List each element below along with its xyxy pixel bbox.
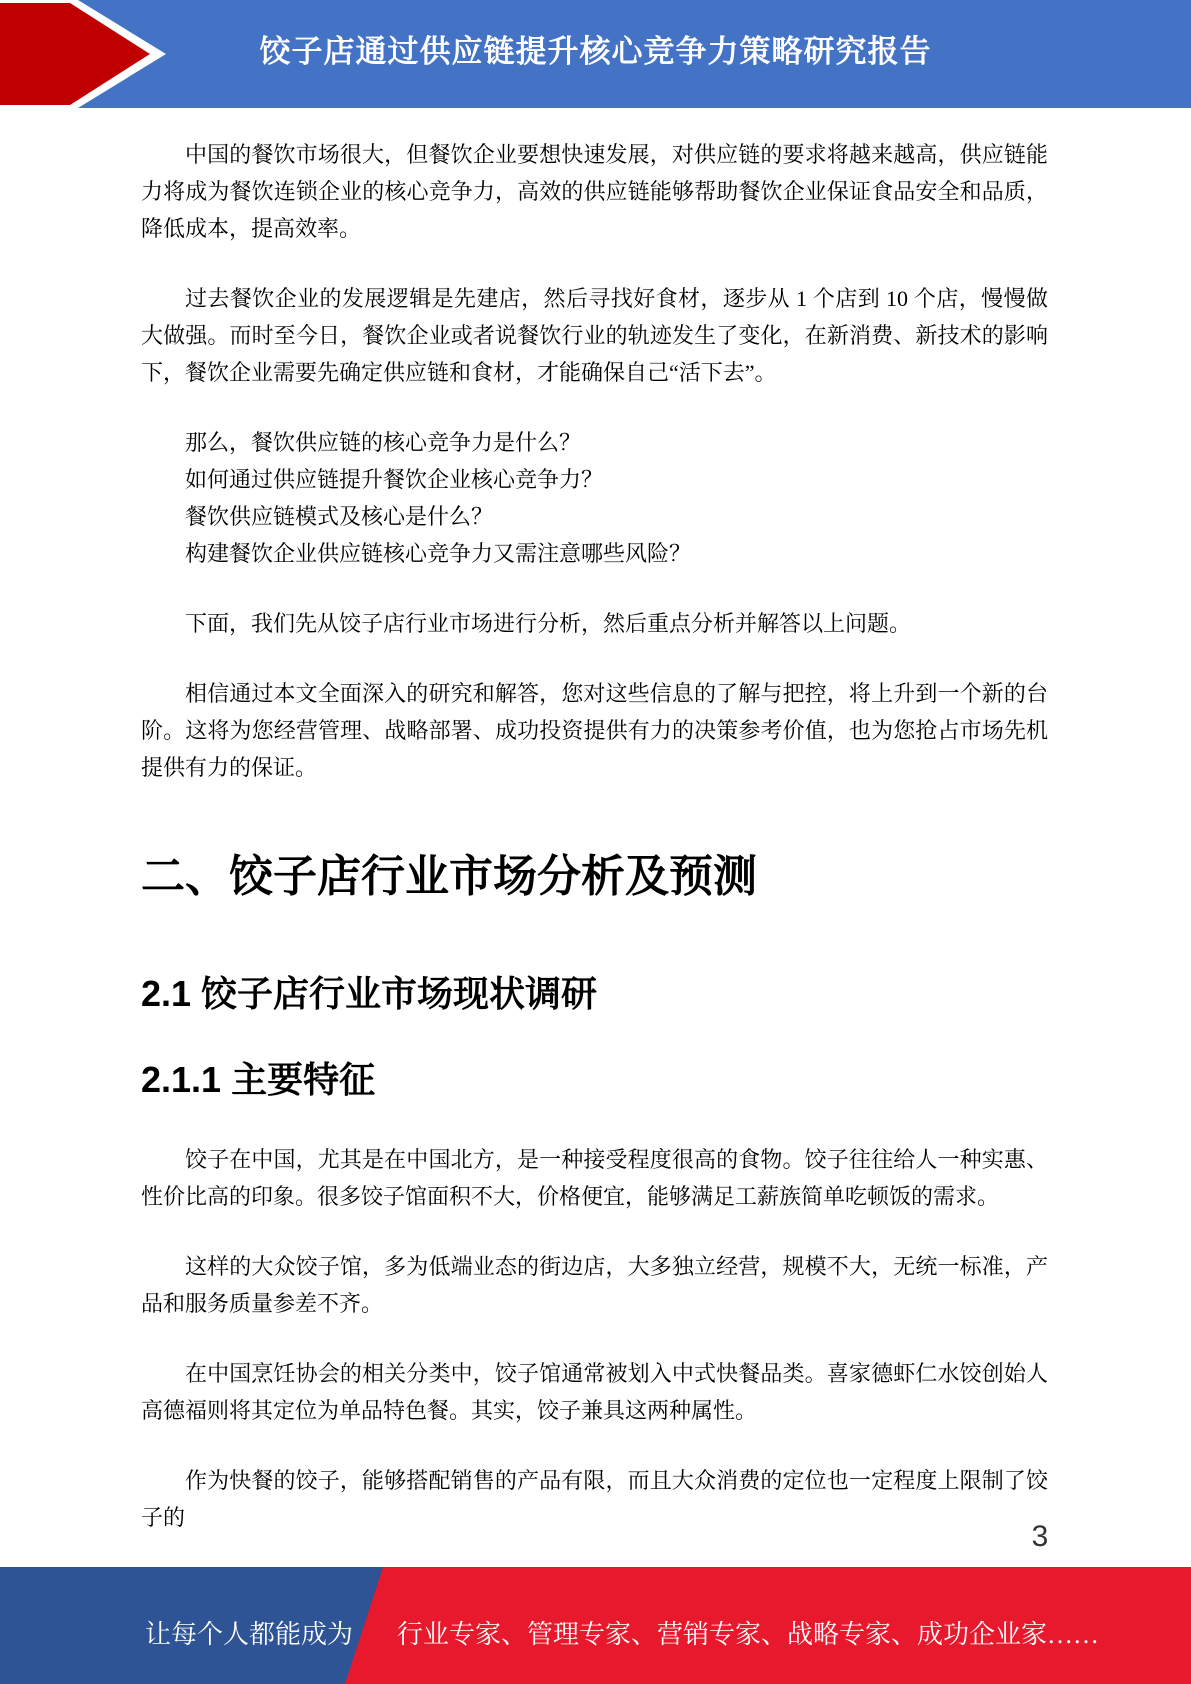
question-list bbox=[141, 424, 1048, 572]
section-heading-level3: 2.1.1 主要特征 bbox=[141, 1059, 376, 1100]
question-line: 构建餐饮企业供应链核心竞争力又需注意哪些风险？ bbox=[185, 541, 692, 566]
body-paragraph: 过去餐饮企业的发展逻辑是先建店，然后寻找好食材，逐步从 1 个店到 10 个店，慢慢做大做强。而时至今日，餐饮企业或者说餐饮行业的轨迹发生了变化，在新消费、新技术的影响下，餐饮企业需要先确定供应链和食材，才能确保自己“活下去”。 bbox=[141, 286, 1048, 385]
section-heading-level2: 2.1 饺子店行业市场现状调研 bbox=[141, 973, 598, 1014]
question-line: 那么，餐饮供应链的核心竞争力是什么？ bbox=[185, 430, 582, 455]
page-number: 3 bbox=[1031, 1520, 1049, 1553]
body-paragraph: 作为快餐的饺子，能够搭配销售的产品有限，而且大众消费的定位也一定程度上限制了饺子的 bbox=[141, 1468, 1048, 1530]
page-header-band bbox=[0, 0, 1191, 108]
document-body bbox=[141, 105, 1048, 1569]
body-paragraph: 相信通过本文全面深入的研究和解答，您对这些信息的了解与把控，将上升到一个新的台阶。这将为您经营管理、战略部署、成功投资提供有力的决策参考价值，也为您抢占市场先机提供有力的保证。 bbox=[141, 681, 1048, 780]
page-footer-band bbox=[0, 1567, 1191, 1684]
footer-slogan-left: 让每个人都能成为 bbox=[145, 1620, 354, 1649]
body-paragraph: 在中国烹饪协会的相关分类中，饺子馆通常被划入中式快餐品类。喜家德虾仁水饺创始人高德福则将其定位为单品特色餐。其实，饺子兼具这两种属性。 bbox=[141, 1361, 1048, 1423]
question-line: 如何通过供应链提升餐饮企业核心竞争力？ bbox=[185, 467, 604, 492]
question-line: 餐饮供应链模式及核心是什么？ bbox=[185, 504, 494, 529]
section-heading-level1: 二、饺子店行业市场分析及预测 bbox=[141, 852, 757, 901]
body-paragraph: 饺子在中国，尤其是在中国北方，是一种接受程度很高的食物。饺子往往给人一种实惠、性价比高的印象。很多饺子馆面积不大，价格便宜，能够满足工薪族简单吃顿饭的需求。 bbox=[141, 1147, 1048, 1209]
body-paragraph: 下面，我们先从饺子店行业市场进行分析，然后重点分析并解答以上问题。 bbox=[185, 611, 912, 636]
body-paragraph: 中国的餐饮市场很大，但餐饮企业要想快速发展，对供应链的要求将越来越高，供应链能力将成为餐饮连锁企业的核心竞争力，高效的供应链能够帮助餐饮企业保证食品安全和品质，降低成本，提高效率。 bbox=[141, 142, 1048, 241]
report-title: 饺子店通过供应链提升核心竞争力策略研究报告 bbox=[259, 33, 932, 69]
footer-slogan-right: 行业专家、管理专家、营销专家、战略专家、成功企业家…… bbox=[397, 1620, 1100, 1649]
body-paragraph: 这样的大众饺子馆，多为低端业态的街边店，大多独立经营，规模不大，无统一标准，产品和服务质量参差不齐。 bbox=[141, 1254, 1048, 1316]
